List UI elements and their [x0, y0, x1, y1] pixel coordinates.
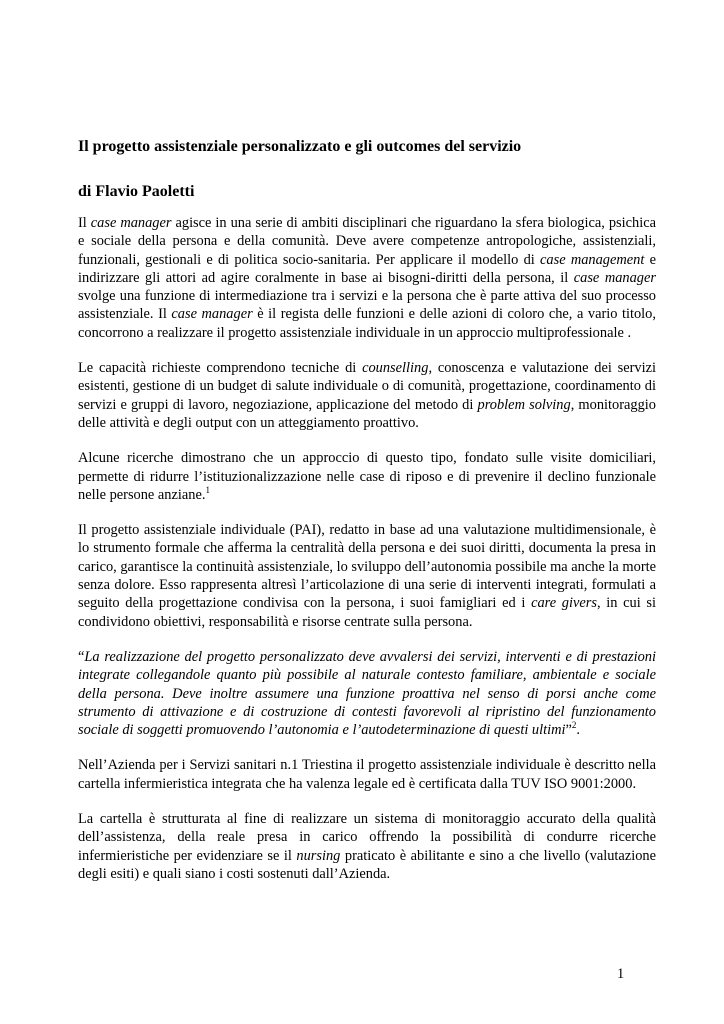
- text-run: Alcune ricerche dimostrano che un approccio di questo tipo, fondato sulle visite domiciliari, permette di ridurre l’istituzionalizzazione nelle case di riposo e di prevenire il declino funzionale nelle persone anziane.: [78, 450, 656, 503]
- page-number: 1: [617, 966, 625, 982]
- text-run: , monitoraggio delle attività e degli output con un atteggiamento proattivo.: [78, 396, 656, 431]
- paragraph-azienda: [78, 756, 656, 793]
- italic-run: nursing: [296, 847, 341, 864]
- document-title: Il progetto assistenziale personalizzato e gli outcomes del servizio: [78, 138, 522, 155]
- document-body: [78, 137, 656, 883]
- paragraph-pai: [78, 521, 656, 631]
- paragraph-case-manager: [78, 214, 656, 342]
- paragraph-ricerche: [78, 449, 656, 504]
- text-run: Il progetto assistenziale individuale (PAI), redatto in base ad una valutazione multidimensionale, è lo strumento formale che afferma la centralità della persona e dei suoi diritti, documenta la presa in carico, garantisce la continuità assistenziale, lo sviluppo dell’autonomia possibile ma anche la morte senza dolore. Esso rappresenta altresì l’articolazione di una serie di interventi integrati, formulati a seguito della progettazione condivisa con la persona, i suoi famigliari ed i: [78, 522, 656, 612]
- text-run: “: [78, 648, 85, 665]
- italic-run: case manager: [90, 215, 172, 231]
- italic-run: case manager: [171, 306, 253, 323]
- paragraph-quote: [78, 648, 656, 739]
- text-run: svolge una funzione di intermediazione tra i servizi e la persona che è parte attiva del suo processo assistenziale. Il: [78, 288, 656, 323]
- text-run: agisce in una serie di ambiti disciplinari che riguardano la sfera biologica, psichica e sociale della persona e della comunità. Deve avere competenze antropologiche, assistenziali, funzionali, gestionali e di politica socio-sanitaria. Per applicare il modello di: [78, 215, 656, 268]
- footnote-ref: 2: [571, 720, 577, 731]
- italic-run: counselling: [362, 360, 429, 377]
- text-run: Il: [78, 215, 91, 231]
- italic-run: case manager: [573, 269, 656, 286]
- italic-run: case management: [540, 251, 645, 268]
- text-run: Le capacità richieste comprendono tecniche di: [78, 360, 363, 377]
- text-run: e indirizzare gli attori ad agire coralmente in base ai bisogni-diritti della persona, il: [78, 251, 656, 286]
- text-run: Nell’Azienda per i Servizi sanitari n.1 Triestina il progetto assistenziale individuale è descritto nella cartella infermieristica integrata che ha valenza legale ed è certificata dalla TUV ISO 9001:2000.: [78, 757, 656, 792]
- text-run: praticato è abilitante e sino a che livello (valutazione degli esiti) e quali siano i costi sostenuti dall’Azienda.: [78, 847, 656, 882]
- paragraph-cartella: [78, 810, 656, 883]
- italic-run: La realizzazione del progetto personalizzato deve avvalersi dei servizi, interventi e di prestazioni integrate collegandole quanto più possibile al naturale contesto familiare, ambientale e sociale della persona. Deve inoltre assumere una funzione proattiva nel senso di porsi anche come strumento di attivazione e di costruzione di contesti favorevoli al ripristino del funzionamento sociale di soggetti promuovendo l’autonomia e l’autodeterminazione di questi ultimi: [78, 648, 656, 739]
- text-run: , conoscenza e valutazione dei servizi esistenti, gestione di un budget di salute individuale o di comunità, progettazione, coordinamento di servizi e gruppi di lavoro, negoziazione, applicazione del metodo di: [78, 360, 656, 413]
- text-run: ”: [565, 722, 572, 739]
- paragraph-capacita: [78, 359, 656, 432]
- text-run: , in cui si condividono obiettivi, responsabilità e risorse centrate sulla persona.: [78, 595, 656, 630]
- text-run: .: [576, 722, 580, 739]
- italic-run: care givers: [531, 595, 597, 612]
- document-author: di Flavio Paoletti: [78, 183, 195, 200]
- footnote-ref: 1: [205, 485, 210, 496]
- text-run: è il regista delle funzioni e delle azioni di coloro che, a vario titolo, concorrono a realizzare il progetto assistenziale individuale in un approccio multiprofessionale .: [78, 306, 656, 341]
- italic-run: problem solving: [477, 396, 571, 413]
- text-run: La cartella è strutturata al fine di realizzare un sistema di monitoraggio accurato della qualità dell’assistenza, della reale presa in carico offrendo la possibilità di condurre ricerche infermieristiche per evidenziare se il: [78, 811, 656, 864]
